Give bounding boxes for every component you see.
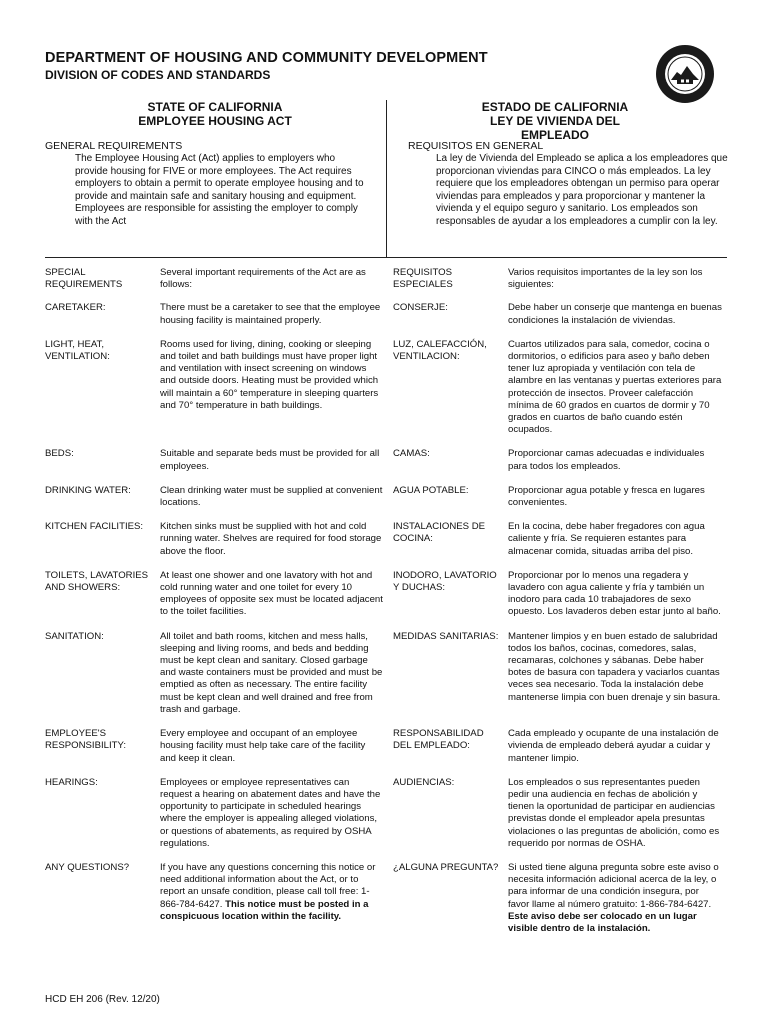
requisito-label: [393, 728, 508, 765]
requisito-text: [508, 485, 728, 509]
spanish-heading: [455, 100, 655, 142]
requirement-label-content: SANITATION:: [45, 630, 104, 642]
requirement-label-content: CARETAKER:: [45, 302, 106, 314]
requirement-text-content: If you have any questions concerning this notice or need additional information about the Act, or to report an unsafe condition, please call toll free: 1-866-784-6427.: [160, 861, 376, 910]
requisito-text-content: Cada empleado y ocupante de una instalación de vivienda de empleado deberá ayudar a cuidar y mantener limpio.: [508, 728, 719, 764]
requisito-text: [508, 728, 728, 765]
requirement-row: [45, 339, 735, 437]
requirement-text: [160, 631, 393, 716]
requirement-text: [160, 302, 393, 326]
requirement-row: [45, 267, 735, 291]
section-divider: [45, 257, 727, 258]
requirement-text-content: Suitable and separate beds must be provided for all employees.: [160, 448, 380, 472]
requisito-label-content: ¿ALGUNA PREGUNTA?: [393, 861, 499, 873]
requirement-label-content: HEARINGS:: [45, 776, 98, 788]
requisito-text-content: Debe haber un conserje que mantenga en buenas condiciones la instalación de viviendas.: [508, 302, 722, 326]
requisitos-general-body: La ley de Vivienda del Empleado se aplica a los empleadores que proporcionan viviendas para CINCO o más empleados. La ley requiere que los empleadores obtengan un permiso para operar viviendas para empleados y para proporcionar y mantener la vivienda y el equipo seguro y sanitario. Los empleados son responsables de ayudar a los empleadores a cumplir con la ley.: [436, 153, 728, 227]
requisito-label-content: MEDIDAS SANITARIAS:: [393, 630, 499, 642]
state-seal-icon: [655, 44, 715, 104]
requisito-text-content: Si usted tiene alguna pregunta sobre este aviso o necesita información adicional acerca de la ley, o para informar de una condición insegura, por favor llame al número gratuito: 1-866-784-6427.: [508, 861, 719, 910]
requirement-text-content: Clean drinking water must be supplied at convenient locations.: [160, 484, 383, 509]
requisito-text-content: Proporcionar agua potable y fresca en lugares convenientes.: [508, 484, 705, 509]
requisitos-general-title: REQUISITOS EN GENERAL: [408, 140, 544, 152]
employee-housing-act: EMPLOYEE HOUSING ACT: [138, 114, 292, 128]
requirement-row: [45, 448, 735, 472]
requirement-label-content: TOILETS, LAVATORIES AND SHOWERS:: [45, 569, 149, 594]
requirement-label: [45, 777, 160, 850]
requisito-label: [393, 485, 508, 509]
english-heading: [115, 100, 315, 128]
column-divider: [386, 100, 387, 258]
requisito-label-content: REQUISITOS ESPECIALES: [393, 267, 453, 291]
requirement-label-content: LIGHT, HEAT, VENTILATION:: [45, 338, 110, 363]
requirement-text-content: Rooms used for living, dining, cooking or sleeping and toilet and bath buildings must have proper light and ventilation with insect screening on windows and outside doors. Heating must be provided which will maintain a 60° temperature in sleeping quarters and 70° temperature in bath buildings.: [160, 338, 379, 411]
requisito-text: [508, 448, 728, 472]
requisito-label-content: INODORO, LAVATORIO Y DUCHAS:: [393, 569, 497, 594]
requisito-label-content: CAMAS:: [393, 448, 430, 460]
requirement-label: [45, 862, 160, 935]
posting-notice: This notice must be posted in a conspicuous location within the facility.: [160, 898, 369, 922]
requisito-text: [508, 631, 728, 716]
requisito-label: [393, 777, 508, 850]
requisito-label: [393, 302, 508, 326]
requirement-label-content: ANY QUESTIONS?: [45, 861, 130, 873]
ley-de-vivienda: LEY DE VIVIENDA DEL EMPLEADO: [489, 114, 621, 142]
requisito-label: [393, 570, 508, 619]
requisito-text-content: Proporcionar camas adecuadas e individuales para todos los empleados.: [508, 448, 705, 472]
requirement-label-content: EMPLOYEE'S RESPONSIBILITY:: [45, 728, 127, 752]
requirement-row: [45, 570, 735, 619]
requisito-text: [508, 777, 728, 850]
requisito-label-content: LUZ, CALEFACCIÓN, VENTILACION:: [393, 338, 487, 363]
requirements-table: [45, 267, 735, 935]
requirement-text: [160, 448, 393, 472]
form-number: HCD EH 206 (Rev. 12/20): [45, 994, 160, 1005]
requisito-text-content: Varios requisitos importantes de la ley son los siguientes:: [508, 267, 703, 291]
requirement-text: [160, 570, 393, 619]
requirement-text-content: Several important requirements of the Act are as follows:: [160, 267, 366, 291]
requirement-label: [45, 267, 160, 291]
requisito-text: [508, 267, 728, 291]
requirement-label: [45, 339, 160, 437]
requirement-label: [45, 521, 160, 558]
requirement-row: [45, 728, 735, 765]
requisito-label: [393, 631, 508, 716]
requisito-label: [393, 521, 508, 558]
requisito-text: [508, 570, 728, 619]
requirement-label: [45, 631, 160, 716]
requirement-row: [45, 302, 735, 326]
estado-de-california: ESTADO DE CALIFORNIA: [481, 100, 629, 114]
requirement-text: [160, 728, 393, 765]
requirement-text-content: Employees or employee representatives can request a hearing on abatement dates and have the opportunity to participate in scheduled hearings where the employer is appealing alleged violations, or questions of abatements, as required by OSHA regulations.: [160, 776, 381, 849]
requirement-label: [45, 302, 160, 326]
state-of-california: STATE OF CALIFORNIA: [147, 100, 283, 114]
requirement-label: [45, 448, 160, 472]
requisito-text: [508, 521, 728, 558]
posting-notice: Este aviso debe ser colocado en un lugar visible dentro de la instalación.: [508, 910, 697, 934]
requisito-label: [393, 267, 508, 291]
requirement-text-content: All toilet and bath rooms, kitchen and mess halls, sleeping and living rooms, and beds and bedding must be kept clean and sanitary. Closed garbage and waste containers must be provided and must be emptied as often as necessary. The entire facility must be kept clean and well drained and free from trash and garbage.: [160, 630, 383, 715]
requisito-text: [508, 339, 728, 437]
requirement-label-content: BEDS:: [45, 448, 74, 460]
requisito-text-content: Los empleados o sus representantes pueden pedir una audiencia en fechas de abolición y tienen la oportunidad de participar en audiencias previstas donde el empleador apela presuntas violaciones o las preguntas de abolición, como es requerido por normas de OSHA.: [508, 776, 720, 849]
requisito-text-content: Mantener limpios y en buen estado de salubridad todos los baños, cocinas, comedores, salas, recamaras, colchones y sábanas. Debe haber botes de basura con tapadera y vaciarlos cuantas veces sea necesario. Toda la instalación debe mantenerse limpia con buen drenaje y sin basura.: [508, 630, 721, 703]
requisito-label-content: AUDIENCIAS:: [393, 776, 455, 788]
department-title: DEPARTMENT OF HOUSING AND COMMUNITY DEVELOPMENT: [45, 50, 488, 66]
division-title: DIVISION OF CODES AND STANDARDS: [45, 68, 271, 82]
requirement-label: [45, 728, 160, 765]
requirement-label: [45, 485, 160, 509]
requirement-row: [45, 777, 735, 850]
requisito-text-content: Proporcionar por lo menos una regadera y lavadero con agua caliente y fría y también un inodoro para cada 10 trabajadores de sexo opuesto. Los lavaderos deben estar junto al baño.: [508, 569, 721, 618]
requirement-text-content: There must be a caretaker to see that the employee housing facility is maintained properly.: [160, 302, 381, 326]
requisito-label-content: RESPONSABILIDAD DEL EMPLEADO:: [393, 728, 484, 752]
requisito-text: [508, 862, 728, 935]
requirement-row: [45, 631, 735, 716]
requirement-text: [160, 777, 393, 850]
requirement-text-content: Every employee and occupant of an employee housing facility must help take care of the facility and keep it clean.: [160, 728, 366, 764]
requirement-label-content: DRINKING WATER:: [45, 484, 131, 496]
requirement-text: [160, 267, 393, 291]
requirement-text: [160, 521, 393, 558]
requirement-text: [160, 339, 393, 437]
requirement-label-content: KITCHEN FACILITIES:: [45, 521, 144, 533]
requisito-label-content: AGUA POTABLE:: [393, 484, 469, 496]
requisito-label: [393, 339, 508, 437]
requirement-text-content: At least one shower and one lavatory with hot and cold running water and one toilet for every 10 employees of opposite sex must be located adjacent to the toilet facilities.: [160, 569, 383, 618]
requisito-label: [393, 862, 508, 935]
requisito-label: [393, 448, 508, 472]
requisito-label-content: INSTALACIONES DE COCINA:: [393, 521, 486, 545]
requisito-text-content: Cuartos utilizados para sala, comedor, cocina o dormitorios, o edificios para aseo y baño deben tener luz apropiada y ventilación con tela de alambre en las ventanas y puertas exteriores para protección de insectos. Proveer calefacción mínima de 60 grados en cuartos de dormir y 70 grados en cuartos de baño cuando estén ocupados.: [508, 338, 722, 436]
requirement-row: [45, 521, 735, 558]
general-requirements-body: The Employee Housing Act (Act) applies to employers who provide housing for FIVE or more employees. The Act requires employers to obtain a permit to operate employee housing and to provide and maintain safe and sanitary housing and equipment. Employees are responsible for assisting the employer to comply with the Act: [75, 153, 364, 227]
requirement-label-content: SPECIAL REQUIREMENTS: [45, 267, 123, 291]
requirement-text: [160, 862, 393, 935]
requirement-text-content: Kitchen sinks must be supplied with hot and cold running water. Shelves are required for food storage above the floor.: [160, 521, 382, 557]
requirement-label: [45, 570, 160, 619]
requisito-text-content: En la cocina, debe haber fregadores con agua caliente y fría. Se requieren estantes para almacenar comida, situadas arriba del piso.: [508, 521, 705, 557]
requisito-label-content: CONSERJE:: [393, 302, 448, 314]
requirement-row: [45, 862, 735, 935]
requisito-text: [508, 302, 728, 326]
requirement-text: [160, 485, 393, 509]
requirement-row: [45, 485, 735, 509]
general-requirements-title: GENERAL REQUIREMENTS: [45, 140, 183, 152]
